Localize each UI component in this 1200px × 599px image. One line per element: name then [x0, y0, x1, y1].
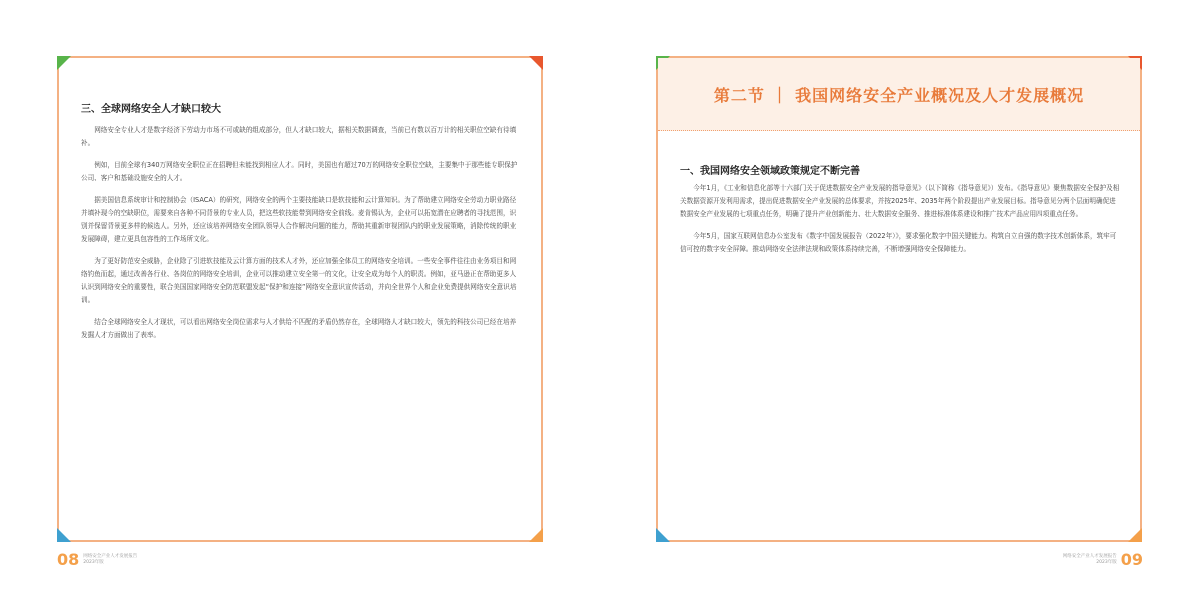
- chapter-header: [658, 58, 1140, 131]
- section-title: 一、我国网络安全领域政策规定不断完善: [680, 166, 860, 177]
- footer-right: [1063, 550, 1143, 569]
- report-year: 2023年版: [83, 559, 104, 565]
- corner-blue-decoration: [57, 528, 71, 542]
- paragraph: 为了更好防范安全威胁，企业除了引进软技能及云计算方面的技术人才外，还应加强全体员工的网络安全培训。一些安全事件往往由业务项目和网络钓鱼而起，通过改善各行业、各岗位的网络安全培训，企业可以推动建立安全第一的文化，让安全成为每个人的职责。例如，亚马逊正在帮助更多人认识到网络安全的重要性，联合美国国家网络安全防范联盟发起“保护和连接”网络安全意识宣传活动，并向全世界个人和企业免费提供网络安全意识培训。: [81, 257, 517, 304]
- report-year: 2023年版: [1096, 559, 1117, 565]
- left-page: [57, 56, 543, 542]
- section-title: 三、全球网络安全人才缺口较大: [81, 104, 221, 115]
- page-number: 08: [57, 550, 80, 569]
- corner-green-decoration: [57, 56, 71, 70]
- paragraph: 网络安全专业人才是数字经济下劳动力市场不可或缺的组成部分，但人才缺口较大，据相关数据调查，当前已有数以百万计的相关职位空缺有待填补。: [81, 126, 517, 147]
- body-text: [81, 124, 521, 351]
- paragraph: 今年5月，国家互联网信息办公室发布《数字中国发展报告（2022年）》，要求强化数字中国关键能力。构筑自立自强的数字技术创新体系，筑牢可信可控的数字安全屏障。推动网络安全法律法规和政策体系持续完善，不断增强网络安全保障能力。: [680, 232, 1117, 253]
- paragraph: 据美国信息系统审计和控制协会（ISACA）的研究，网络安全的两个主要技能缺口是软技能和云计算知识。为了帮助建立网络安全劳动力职业路径并填补现今的空缺职位，需要来自各种不同背景的专业人员，把这些软技能带到网络安全前线。麦肯锡认为，企业可以拓宽潜在应聘者的寻找范围，识别并保留背景更多样的候选人。另外，还应该培养网络安全团队领导人合作解决问题的能力，帮助其重新审视团队内的职业发展策略，消除传统的职业发展障碍，建立更具包容性的工作场所文化。: [81, 196, 517, 243]
- right-page: [656, 56, 1142, 542]
- chapter-title: 第二节 ｜ 我国网络安全产业概况及人才发展概况: [713, 85, 1085, 105]
- corner-orange-decoration: [529, 528, 543, 542]
- corner-red-decoration: [529, 56, 543, 70]
- footer-report-info: [1063, 554, 1117, 566]
- paragraph: 例如，目前全球有340万网络安全职位正在招聘但未能找到相应人才。同时，美国也有超过70万的网络安全职位空缺，主要集中于那些能专职保护公司、客户和基础设施安全的人才。: [81, 161, 518, 182]
- footer-left: [57, 550, 137, 569]
- body-text: [680, 182, 1120, 265]
- paragraph: 结合全球网络安全人才现状，可以看出网络安全岗位需求与人才供给不匹配的矛盾仍然存在，全球网络人才缺口较大，领先的科技公司已经在培养发掘人才方面做出了表率。: [81, 318, 517, 339]
- footer-report-info: [83, 554, 137, 566]
- paragraph: 今年1月，《工业和信息化部等十六部门关于促进数据安全产业发展的指导意见》（以下简称《指导意见》）发布。《指导意见》聚焦数据安全保护及相关数据资源开发利用需求，提出促进数据安全产业发展的总体要求，并按2025年、2035年两个阶段提出产业发展目标。指导意见分两个层面明确促进数据安全产业发展的七项重点任务，明确了提升产业创新能力、壮大数据安全服务、推进标准体系建设和推广技术产品应用四项重点任务。: [680, 184, 1120, 218]
- corner-blue-decoration: [656, 528, 670, 542]
- report-name: 网络安全产业人才发展报告: [83, 553, 138, 559]
- report-name: 网络安全产业人才发展报告: [1062, 553, 1117, 559]
- page-number: 09: [1120, 550, 1143, 569]
- corner-orange-decoration: [1128, 528, 1142, 542]
